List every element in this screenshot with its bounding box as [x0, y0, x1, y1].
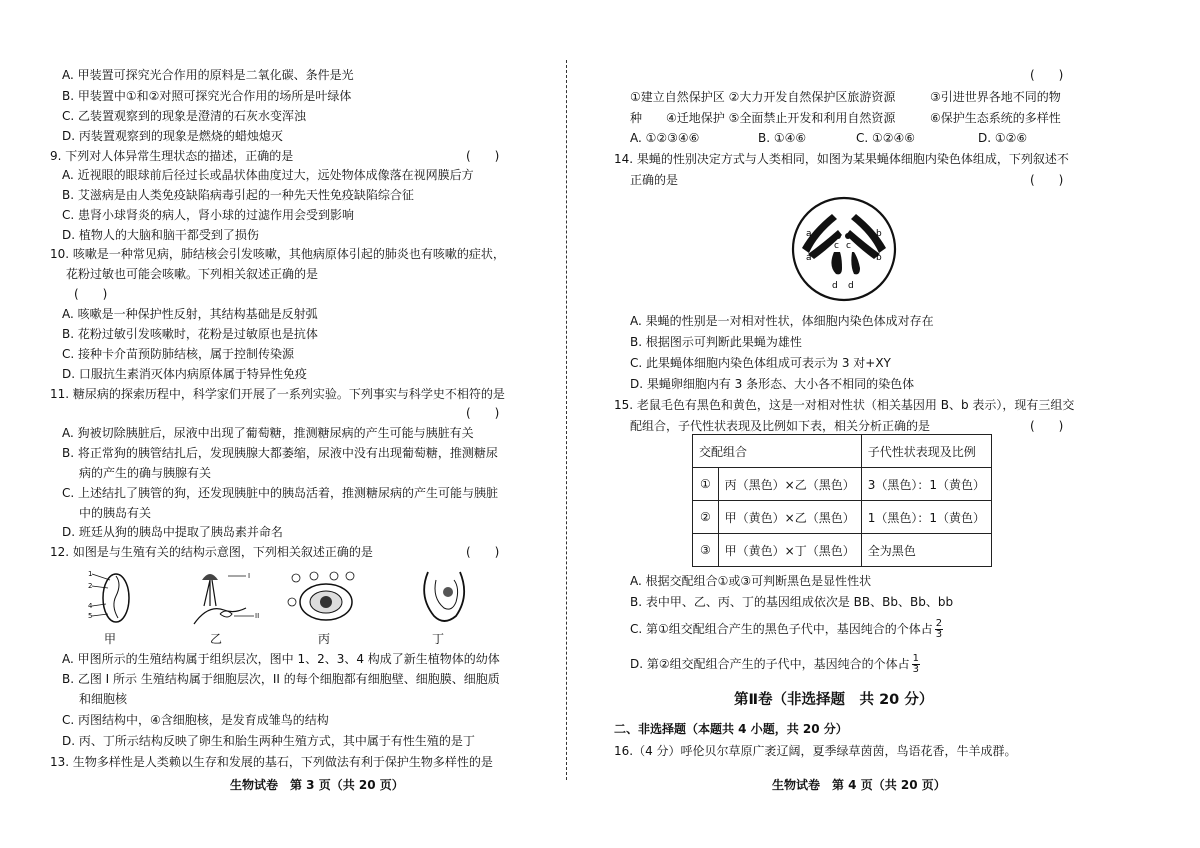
q14-option-a: A. 果蝇的性别是一对相对性状，体细胞内染色体成对存在	[630, 314, 934, 328]
q13-answer-paren: ( )	[1030, 68, 1064, 82]
q12-option-c: C. 丙图结构中，④含细胞核，是发育成雏鸟的结构	[62, 713, 329, 727]
q9-option-c: C. 患肾小球肾炎的病人，肾小球的过滤作用会受到影响	[62, 208, 355, 222]
q15-answer-paren: ( )	[1030, 419, 1064, 433]
q15-stem-2: 配组合，子代性状表现及比例如下表，相关分析正确的是	[630, 419, 931, 433]
q13-stem: 13. 生物多样性是人类赖以生存和发展的基石，下列做法有利于保护生物多样性的是	[50, 755, 493, 769]
q8-option-d: D. 丙装置观察到的现象是燃烧的蜡烛熄灭	[62, 129, 283, 143]
q15-option-d-text: D. 第②组交配组合产生的子代中，基因纯合的个体占	[630, 657, 910, 671]
svg-text:5: 5	[88, 612, 93, 620]
q11-stem: 11. 糖尿病的探索历程中，科学家们开展了一系列实验。下列事实与科学史不相符的是	[50, 387, 505, 401]
q8-option-b: B. 甲装置中①和②对照可探究光合作用的场所是叶绿体	[62, 89, 352, 103]
table-cell: 3（黑色）：1（黄色）	[861, 468, 991, 501]
table-cell: 甲（黄色）×丁（黑色）	[718, 534, 861, 567]
q11-option-b-1: B. 将正常狗的胰管结扎后，发现胰腺大都萎缩，尿液中没有出现葡萄糖，推测糖尿	[62, 446, 498, 460]
q15-option-c	[630, 619, 943, 640]
q14-stem-2: 正确的是	[630, 173, 679, 187]
q11-option-d: D. 班廷从狗的胰岛中提取了胰岛素并命名	[62, 525, 283, 539]
chrom-label-d2: d	[848, 281, 854, 291]
q12-option-b-2: 和细胞核	[79, 692, 128, 706]
fraction-numerator: 1	[912, 653, 920, 664]
table-header-row	[693, 435, 992, 468]
q12-stem: 12. 如图是与生殖有关的结构示意图，下列相关叙述正确的是	[50, 545, 373, 559]
q15-stem-1: 15. 老鼠毛色有黑色和黄色，这是一对相对性状（相关基因用 B、b 表示），现有三组交	[614, 398, 1075, 412]
q9-option-d: D. 植物人的大脑和脑干都受到了损伤	[62, 228, 259, 242]
table-header: 子代性状表现及比例	[861, 435, 991, 468]
fraction-numerator: 2	[935, 618, 943, 629]
q10-answer-paren: ( )	[74, 287, 108, 301]
chrom-label-b1: b	[876, 229, 882, 239]
q15-option-c-text: C. 第①组交配组合产生的黑色子代中，基因纯合的个体占	[630, 622, 933, 636]
table-cell: 全为黑色	[861, 534, 991, 567]
q15-option-b: B. 表中甲、乙、丙、丁的基因组成依次是 BB、Bb、Bb、bb	[630, 595, 954, 609]
table-cell: ③	[693, 534, 719, 567]
q10-option-b: B. 花粉过敏引发咳嗽时，花粉是过敏原也是抗体	[62, 327, 318, 341]
table-header: 交配组合	[693, 435, 862, 468]
section-ii-title: 第Ⅱ卷（非选择题 共 20 分）	[734, 692, 934, 708]
fraction-denominator: 3	[912, 664, 920, 675]
q14-stem-1: 14. 果蝇的性别决定方式与人类相同，如图为某果蝇体细胞内染色体组成，下列叙述不	[614, 152, 1069, 166]
q13-option-b: B. ①④⑥	[758, 131, 807, 145]
q12-label-jia: 甲	[104, 632, 117, 646]
q13-choices-1a: ①建立自然保护区 ②大力开发自然保护区旅游资源	[630, 90, 896, 104]
q14-option-c: C. 此果蝇体细胞内染色体组成可表示为 3 对+XY	[630, 356, 891, 370]
q13-option-a: A. ①②③④⑥	[630, 131, 700, 145]
q10-option-d: D. 口服抗生素消灭体内病原体属于特异性免疫	[62, 367, 307, 381]
chrom-label-a1: a	[806, 229, 812, 239]
q9-option-b: B. 艾滋病是由人类免疫缺陷病毒引起的一种先天性免疫缺陷综合征	[62, 188, 414, 202]
q9-option-a: A. 近视眼的眼球前后径过长或晶状体曲度过大，远处物体成像落在视网膜后方	[62, 168, 474, 182]
q9-answer-paren: ( )	[466, 149, 500, 163]
table-cell: 丙（黑色）×乙（黑色）	[718, 468, 861, 501]
svg-text:2: 2	[88, 582, 93, 590]
q8-option-a: A. 甲装置可探究光合作用的原料是二氧化碳、条件是光	[62, 68, 354, 82]
chrom-label-c1: c	[834, 241, 839, 251]
table-cell: 1（黑色）：1（黄色）	[861, 501, 991, 534]
column-divider	[566, 60, 567, 780]
chrom-label-d1: d	[832, 281, 838, 291]
table-cell: ①	[693, 468, 719, 501]
q12-label-bing: 丙	[318, 632, 331, 646]
page-footer-left: 生物试卷 第 3 页（共 20 页）	[230, 778, 404, 792]
q11-answer-paren: ( )	[466, 406, 500, 420]
table-cell: ②	[693, 501, 719, 534]
q12-option-b-1: B. 乙图 I 所示 生殖结构属于细胞层次，II 的每个细胞都有细胞壁、细胞膜、细胞质	[62, 672, 500, 686]
chrom-label-c2: c	[846, 241, 851, 251]
table-row	[693, 534, 992, 567]
q10-option-c: C. 接种卡介苗预防肺结核，属于控制传染源	[62, 347, 295, 361]
q11-option-b-2: 病的产生的确与胰腺有关	[79, 466, 212, 480]
q9-stem: 9. 下列对人体异常生理状态的描述，正确的是	[50, 149, 294, 163]
table-row	[693, 468, 992, 501]
q10-option-a: A. 咳嗽是一种保护性反射，其结构基础是反射弧	[62, 307, 318, 321]
q12-figure-bing	[286, 566, 360, 628]
q12-answer-paren: ( )	[466, 545, 500, 559]
chrom-label-a2: a	[806, 253, 812, 263]
q12-label-yi: 乙	[210, 632, 223, 646]
q14-option-b: B. 根据图示可判断此果蝇为雄性	[630, 335, 802, 349]
q8-option-c: C. 乙装置观察到的现象是澄清的石灰水变浑浊	[62, 109, 307, 123]
q12-figure-jia	[88, 566, 138, 628]
chrom-label-b2: b	[876, 253, 882, 263]
q14-answer-paren: ( )	[1030, 173, 1064, 187]
fraction-denominator: 3	[935, 629, 943, 640]
q14-chromosome-figure	[788, 196, 900, 302]
q12-option-a: A. 甲图所示的生殖结构属于组织层次，图中 1、2、3、4 构成了新生植物体的幼体	[62, 652, 500, 666]
q11-option-a: A. 狗被切除胰脏后，尿液中出现了葡萄糖，推测糖尿病的产生可能与胰脏有关	[62, 426, 474, 440]
q10-stem-1: 10. 咳嗽是一种常见病，肺结核会引发咳嗽，其他病原体引起的肺炎也有咳嗽的症状，	[50, 247, 505, 261]
q12-figure-yi	[184, 566, 264, 628]
table-row	[693, 501, 992, 534]
svg-text:1: 1	[88, 570, 93, 578]
table-cell: 甲（黄色）×乙（黑色）	[718, 501, 861, 534]
section-ii-heading: 二、非选择题（本题共 4 小题，共 20 分）	[614, 722, 848, 736]
q13-option-c: C. ①②④⑥	[856, 131, 916, 145]
q12-figure-ding	[414, 566, 470, 628]
q13-option-d: D. ①②⑥	[978, 131, 1028, 145]
q15-option-d	[630, 654, 920, 675]
q13-choices-2b: ⑥保护生态系统的多样性	[930, 111, 1061, 125]
q13-choices-1b: ③引进世界各地不同的物	[930, 90, 1061, 104]
svg-text:I: I	[248, 572, 251, 580]
page-footer-right: 生物试卷 第 4 页（共 20 页）	[772, 778, 946, 792]
q10-stem-2: 花粉过敏也可能会咳嗽。下列相关叙述正确的是	[66, 267, 319, 281]
fraction-one-third	[912, 654, 920, 675]
svg-text:II: II	[255, 612, 260, 620]
q11-option-c-1: C. 上述结扎了胰管的狗，还发现胰脏中的胰岛活着，推测糖尿病的产生可能与胰脏	[62, 486, 499, 500]
fraction-two-thirds	[935, 619, 943, 640]
q12-label-ding: 丁	[432, 632, 445, 646]
q16-stem: 16.（4 分）呼伦贝尔草原广袤辽阔，夏季绿草茵茵，鸟语花香，牛羊成群。	[614, 744, 1017, 758]
q14-option-d: D. 果蝇卵细胞内有 3 条形态、大小各不相同的染色体	[630, 377, 915, 391]
q15-option-a: A. 根据交配组合①或③可判断黑色是显性性状	[630, 574, 872, 588]
svg-text:4: 4	[88, 602, 93, 610]
q13-choices-2a: 种 ④迁地保护 ⑤全面禁止开发和利用自然资源	[630, 111, 896, 125]
q12-option-d: D. 丙、丁所示结构反映了卵生和胎生两种生殖方式，其中属于有性生殖的是丁	[62, 734, 475, 748]
q11-option-c-2: 中的胰岛有关	[79, 506, 152, 520]
q15-genetics-table	[692, 434, 992, 567]
